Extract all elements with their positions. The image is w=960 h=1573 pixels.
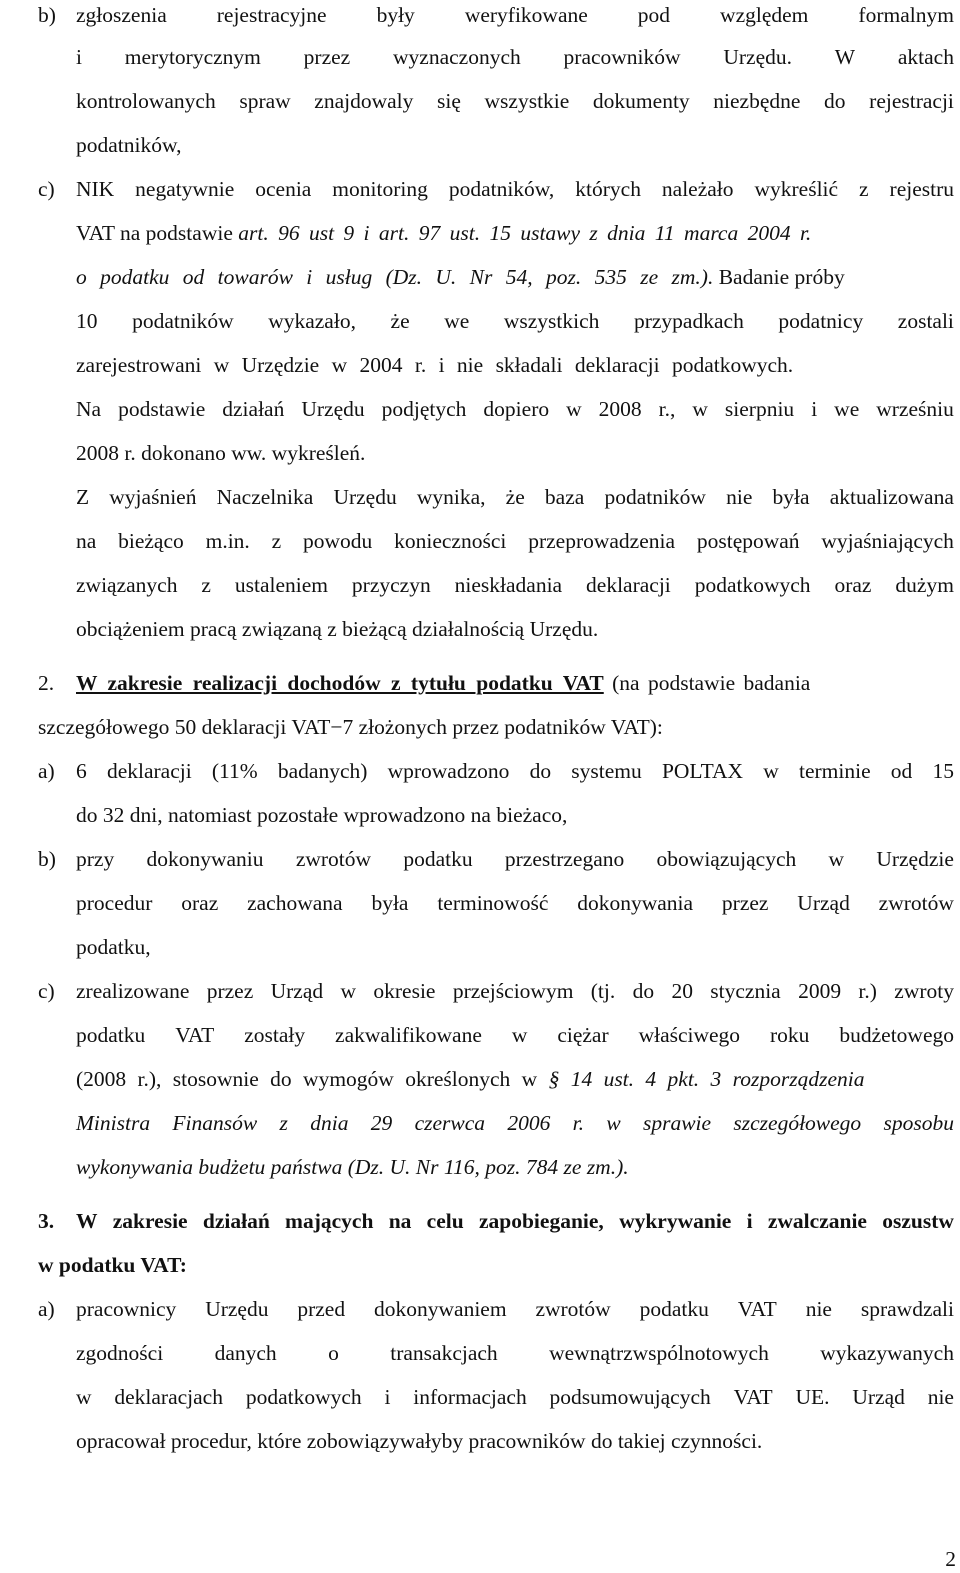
word: w	[340, 979, 357, 1003]
word: we	[834, 397, 860, 421]
word: względem	[720, 3, 809, 27]
word: do	[632, 979, 655, 1003]
word: zwrotów	[295, 847, 372, 871]
word: weryfikowane	[464, 3, 588, 27]
list-label: a)	[38, 1297, 55, 1321]
text-line	[76, 757, 954, 785]
word: od	[890, 759, 913, 783]
word: o	[328, 1341, 339, 1365]
word: że	[390, 309, 410, 333]
word: 29	[370, 1111, 393, 1135]
page-number: 2	[945, 1547, 956, 1571]
word: że	[505, 485, 525, 509]
word: budżetowego	[839, 1023, 954, 1047]
word: nieskładania	[454, 573, 563, 597]
text-line: opracował procedur, które zobowiązywałyby pracowników do takiej czynności.	[76, 1429, 763, 1453]
word: we	[444, 309, 470, 333]
word: procedur	[76, 891, 153, 915]
text-segment: (2008 r.), stosownie do wymogów określonych w	[76, 1067, 549, 1091]
word: aktach	[897, 45, 954, 69]
word: zwroty	[894, 979, 954, 1003]
word: okresie	[373, 979, 436, 1003]
word: zwalczanie	[767, 1209, 867, 1233]
word: wyjaśniających	[821, 529, 954, 553]
word: mających	[285, 1209, 374, 1233]
word: dokumenty	[592, 89, 690, 113]
word: Urzędu	[205, 1297, 269, 1321]
legal-citation: § 14 ust. 4 pkt. 3 rozporządzenia	[548, 1067, 865, 1091]
word: konieczności	[394, 529, 507, 553]
word: r.,	[658, 397, 676, 421]
word: wykrywanie	[619, 1209, 732, 1233]
word: w	[566, 397, 582, 421]
word: postępowań	[696, 529, 800, 553]
word: i	[811, 397, 818, 421]
word: sposobu	[883, 1111, 954, 1135]
word: baza	[544, 485, 585, 509]
word: wykreślić	[754, 177, 839, 201]
word: zrealizowane	[76, 979, 190, 1003]
word: roku	[770, 1023, 810, 1047]
word: była	[371, 891, 409, 915]
text-line: 2008 r. dokonano ww. wykreśleń.	[76, 441, 366, 465]
text-line	[76, 1, 954, 29]
text-line: zarejestrowani w Urzędzie w 2004 r. i nie składali deklaracji podatkowych.	[76, 353, 794, 377]
word: w	[828, 847, 845, 871]
section-number: 2.	[38, 671, 55, 695]
word: badanych)	[277, 759, 368, 783]
word: 2009	[798, 979, 842, 1003]
word: z	[279, 1111, 288, 1135]
section-heading: W zakresie realizacji dochodów z tytułu podatku VAT	[76, 671, 604, 695]
text-line	[76, 1065, 954, 1093]
list-label: c)	[38, 979, 55, 1003]
word: pracowników	[563, 45, 681, 69]
word: 2008	[598, 397, 642, 421]
word: Na	[76, 397, 102, 421]
word: wszystkie	[484, 89, 570, 113]
word: podsumowujących	[549, 1385, 711, 1409]
word: informacjach	[413, 1385, 527, 1409]
word: przeprowadzenia	[528, 529, 676, 553]
word: zostały	[244, 1023, 306, 1047]
text-line	[76, 1383, 954, 1411]
word: pod	[637, 3, 671, 27]
word: niezbędne	[713, 89, 801, 113]
word: działań	[222, 397, 285, 421]
text-line	[76, 1295, 954, 1323]
word: (11%	[211, 759, 258, 783]
text-segment: (na podstawie badania	[603, 671, 811, 695]
word: były	[376, 3, 415, 27]
word: zgłoszenia	[76, 3, 167, 27]
word: Urzędu.	[723, 45, 792, 69]
word: i	[76, 45, 82, 69]
list-label: b)	[38, 3, 56, 27]
legal-citation-line: wykonywania budżetu państwa (Dz. U. Nr 116, poz. 784 ze zm.).	[76, 1155, 629, 1179]
word: deklaracji	[106, 759, 192, 783]
word: kontrolowanych	[76, 89, 216, 113]
word: zwrotów	[535, 1297, 611, 1321]
word: się	[437, 89, 461, 113]
word: sprawie	[642, 1111, 712, 1135]
section-number: 3.	[38, 1209, 55, 1233]
word: 15	[932, 759, 954, 783]
word: podatku	[403, 847, 473, 871]
word: była	[772, 485, 810, 509]
word: VAT	[175, 1023, 215, 1047]
text-line	[76, 395, 954, 423]
word: Finansów	[172, 1111, 258, 1135]
text-line	[76, 87, 954, 115]
word: zakresie	[112, 1209, 188, 1233]
text-line	[76, 571, 954, 599]
legal-citation: o podatku od towarów i usług (Dz. U. Nr 54, poz. 535 ze zm.).	[76, 265, 714, 289]
word: terminowość	[437, 891, 549, 915]
word: Urząd	[797, 891, 850, 915]
word: czerwca	[414, 1111, 486, 1135]
word: wykazywanych	[820, 1341, 954, 1365]
word: zapobieganie,	[478, 1209, 604, 1233]
word: pracownicy	[76, 1297, 177, 1321]
word: Urzędzie	[876, 847, 954, 871]
word: w	[692, 397, 708, 421]
word: należało	[661, 177, 734, 201]
word: przez	[206, 979, 254, 1003]
word: transakcjach	[390, 1341, 498, 1365]
word: związanych	[76, 573, 178, 597]
word: nie	[726, 485, 753, 509]
word: właściwego	[638, 1023, 741, 1047]
word: do	[529, 759, 552, 783]
text-line	[76, 889, 954, 917]
word: Urząd	[270, 979, 324, 1003]
list-label: a)	[38, 759, 55, 783]
word: ocenia	[255, 177, 312, 201]
text-line	[76, 1339, 954, 1367]
text-segment: Badanie próby	[713, 265, 845, 289]
word: wykazało,	[268, 309, 356, 333]
word: wyjaśnień	[109, 485, 197, 509]
word: podatników,	[448, 177, 555, 201]
word: Urzędu	[301, 397, 365, 421]
word: podatku	[76, 1023, 146, 1047]
word: deklaracji	[586, 573, 671, 597]
word: merytorycznym	[124, 45, 261, 69]
word: terminie	[798, 759, 871, 783]
word: przestrzegano	[504, 847, 625, 871]
word: oraz	[181, 891, 219, 915]
word: przed	[297, 1297, 346, 1321]
word: systemu	[571, 759, 642, 783]
word: na	[388, 1209, 412, 1233]
word: dnia	[310, 1111, 349, 1135]
text-line: obciążeniem pracą związaną z bieżącą działalnością Urzędu.	[76, 617, 599, 641]
word: dokonywaniem	[374, 1297, 507, 1321]
text-line: podatników,	[76, 133, 182, 157]
word: powodu	[303, 529, 373, 553]
word: zakwalifikowane	[335, 1023, 482, 1047]
word: monitoring	[332, 177, 428, 201]
text-line	[76, 977, 954, 1005]
word: Naczelnika	[216, 485, 314, 509]
word: podatników	[132, 309, 234, 333]
word: wewnątrzwspólnotowych	[549, 1341, 769, 1365]
word: dużym	[895, 573, 954, 597]
word: podatku	[639, 1297, 709, 1321]
word: celu	[426, 1209, 464, 1233]
word: i	[384, 1385, 391, 1409]
text-line: podatku,	[76, 935, 151, 959]
word: w	[606, 1111, 621, 1135]
legal-citation-line	[76, 1109, 954, 1137]
word: dokonywania	[577, 891, 694, 915]
word: r.)	[858, 979, 877, 1003]
section-heading-line	[38, 669, 954, 697]
word: dokonywaniu	[146, 847, 264, 871]
word: W	[76, 1209, 98, 1233]
word: zgodności	[76, 1341, 164, 1365]
word: POLTAX	[661, 759, 744, 783]
word: wyznaczonych	[393, 45, 521, 69]
text-line	[76, 307, 954, 335]
word: w	[763, 759, 779, 783]
text-line	[76, 527, 954, 555]
word: rejestru	[889, 177, 954, 201]
word: wszystkich	[503, 309, 600, 333]
list-label: b)	[38, 847, 56, 871]
word: sprawdzali	[860, 1297, 954, 1321]
word: (tj.	[590, 979, 616, 1003]
word: 10	[76, 309, 98, 333]
word: m.in.	[205, 529, 250, 553]
word: VAT	[737, 1297, 777, 1321]
section-heading	[38, 1207, 954, 1235]
word: aktualizowana	[829, 485, 954, 509]
word: zachowana	[247, 891, 343, 915]
word: UE.	[795, 1385, 830, 1409]
legal-citation: art. 96 ust 9 i art. 97 ust. 15 ustawy z dnia 11 marca 2004 r.	[238, 221, 812, 245]
word: i	[746, 1209, 753, 1233]
word: ciężar	[557, 1023, 609, 1047]
word: oszustw	[882, 1209, 954, 1233]
text-line	[76, 483, 954, 511]
text-segment: VAT na podstawie	[76, 221, 239, 245]
word: znajdowaly	[314, 89, 414, 113]
word: przez	[721, 891, 769, 915]
word: rejestracji	[869, 89, 954, 113]
word: 20	[671, 979, 693, 1003]
word: z	[859, 177, 869, 201]
word: podatnicy	[778, 309, 864, 333]
word: przypadkach	[633, 309, 744, 333]
word: spraw	[239, 89, 291, 113]
word: 2006	[507, 1111, 551, 1135]
word: podatników	[604, 485, 706, 509]
word: do	[824, 89, 846, 113]
word: podstawie	[118, 397, 206, 421]
text-line	[76, 263, 954, 291]
word: negatywnie	[135, 177, 235, 201]
word: Ministra	[76, 1111, 151, 1135]
word: sierpniu	[724, 397, 795, 421]
word: szczegółowego	[733, 1111, 862, 1135]
word: przejściowym	[452, 979, 574, 1003]
word: VAT	[733, 1385, 773, 1409]
word: danych	[214, 1341, 277, 1365]
word: których	[575, 177, 641, 201]
word: działań	[202, 1209, 270, 1233]
word: zostali	[897, 309, 954, 333]
word: dopiero	[483, 397, 550, 421]
word: Urzędu	[333, 485, 397, 509]
word: 6	[76, 759, 87, 783]
word: z	[201, 573, 211, 597]
word: ustaleniem	[234, 573, 328, 597]
word: rejestracyjne	[216, 3, 327, 27]
text-line	[76, 43, 954, 71]
word: W	[834, 45, 856, 69]
word: obowiązujących	[656, 847, 797, 871]
word: r.	[572, 1111, 585, 1135]
text-line	[76, 845, 954, 873]
list-label: c)	[38, 177, 55, 201]
word: Urząd	[852, 1385, 905, 1409]
word: stycznia	[710, 979, 781, 1003]
word: przyczyn	[351, 573, 431, 597]
word: przez	[303, 45, 351, 69]
section-heading: w podatku VAT:	[38, 1253, 187, 1277]
word: w	[76, 1385, 92, 1409]
word: na	[76, 529, 97, 553]
word: formalnym	[858, 3, 954, 27]
word: wynika,	[416, 485, 486, 509]
word: z	[271, 529, 282, 553]
word: podatkowych	[245, 1385, 362, 1409]
word: wprowadzono	[387, 759, 510, 783]
word: w	[511, 1023, 528, 1047]
word: nie	[805, 1297, 832, 1321]
word: wrześniu	[876, 397, 954, 421]
word: deklaracjach	[114, 1385, 223, 1409]
text-line: szczegółowego 50 deklaracji VAT−7 złożonych przez podatników VAT):	[38, 715, 663, 739]
word: NIK	[76, 177, 115, 201]
word: oraz	[834, 573, 872, 597]
word: bieżąco	[118, 529, 184, 553]
word: nie	[927, 1385, 954, 1409]
text-line	[76, 1021, 954, 1049]
text-line: do 32 dni, natomiast pozostałe wprowadzono na bieżaco,	[76, 803, 568, 827]
word: podatkowych	[694, 573, 811, 597]
word: zwrotów	[878, 891, 954, 915]
text-line	[76, 175, 954, 203]
word: Z	[76, 485, 90, 509]
text-line	[76, 219, 954, 247]
word: podjętych	[381, 397, 467, 421]
word: przy	[76, 847, 115, 871]
